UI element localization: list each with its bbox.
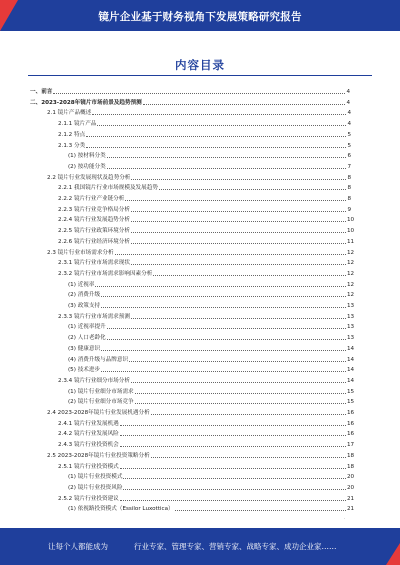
toc-entry[interactable] <box>0 471 400 480</box>
toc-entry-title: 2.3.1 镜片行业市场需求现状 <box>58 260 130 267</box>
toc-entry-page: 7 <box>347 163 351 170</box>
toc-entry-title: 2.4 2023-2028年镜片行业发展机遇分析 <box>47 410 150 416</box>
toc-entry-page: 16 <box>347 431 355 438</box>
toc-entry[interactable] <box>0 375 400 384</box>
toc-entry[interactable] <box>0 193 400 202</box>
toc-entry-title: (4) 消费升级与品牌意识 <box>68 356 129 363</box>
toc-entry-title: (5) 技术进步 <box>68 367 101 374</box>
toc-entry-page: 12 <box>347 249 355 256</box>
toc-entry-title: 2.2.6 镜片行业经济环境分析 <box>58 238 130 245</box>
toc-entry-page: 14 <box>347 377 355 384</box>
toc-entry[interactable] <box>0 343 400 352</box>
toc-entry-title: (2) 消费升级 <box>68 292 101 299</box>
toc-leader-dots <box>86 135 346 137</box>
toc-leader-dots <box>101 306 346 308</box>
toc-leader-dots <box>125 199 346 201</box>
toc-leader-dots <box>135 392 346 394</box>
toc-entry-title: (2) 人口老龄化 <box>68 335 106 342</box>
toc-entry[interactable] <box>0 129 400 138</box>
toc-entry-title: (1) 依视路投资模式（Essilor Luxottica） <box>68 506 174 513</box>
toc-entry[interactable] <box>0 450 400 459</box>
toc-entry-page: 15 <box>347 399 355 406</box>
toc-leader-dots <box>123 488 346 490</box>
toc-divider <box>28 75 372 76</box>
toc-entry-title: 2.1 镜片产品概述 <box>47 110 92 117</box>
toc-leader-dots <box>107 156 346 158</box>
toc-leader-dots <box>131 242 346 244</box>
toc-leader-dots <box>129 360 346 362</box>
toc-leader-dots <box>123 477 346 479</box>
toc-entry-title: (2) 按功能分类 <box>68 163 106 170</box>
toc-leader-dots <box>153 274 346 276</box>
toc-entry-page: 6 <box>347 153 351 160</box>
toc-entry-title: 2.5.1 镜片行业投资模式 <box>58 463 119 470</box>
toc-entry-title: 2.2.4 镜片行业发展趋势分析 <box>58 217 130 224</box>
toc-leader-dots <box>131 263 346 265</box>
toc-entry[interactable] <box>0 236 400 245</box>
toc-entry-title: 2.3.4 镜片行业细分市场分析 <box>58 377 130 384</box>
toc-entry-page: 5 <box>347 131 351 138</box>
toc-entry[interactable] <box>0 396 400 405</box>
toc-entry[interactable] <box>0 86 400 95</box>
toc-entry-page: 20 <box>347 474 355 481</box>
toc-entry[interactable] <box>0 204 400 213</box>
toc-entry-title: 2.2.1 我国镜片行业市场规模及发展趋势 <box>58 185 158 192</box>
toc-entry-page: 10 <box>347 217 355 224</box>
toc-leader-dots <box>101 349 346 351</box>
toc-entry-page: 12 <box>347 281 355 288</box>
toc-entry[interactable] <box>0 214 400 223</box>
toc-entry-title: 2.2.2 镜片行业产业链分析 <box>58 196 125 202</box>
toc-leader-dots <box>135 402 346 404</box>
toc-entry[interactable] <box>0 268 400 277</box>
toc-entry-title: 一、前言 <box>30 89 53 95</box>
toc-leader-dots <box>120 467 346 469</box>
toc-entry-title: 2.3.2 镜片行业市场需求影响因素分析 <box>58 270 153 277</box>
toc-entry[interactable] <box>0 279 400 288</box>
toc-entry-page: 17 <box>347 442 355 449</box>
toc-leader-dots <box>151 413 346 415</box>
footer-slogan-left: 让每个人都能成为 <box>48 542 108 551</box>
toc-entry-title: 2.1.1 镜片产品 <box>58 121 97 128</box>
footer-red-accent <box>386 543 400 565</box>
toc-leader-dots <box>97 124 346 126</box>
toc-leader-dots <box>86 146 346 148</box>
toc-entry[interactable] <box>0 140 400 149</box>
toc-entry-title: 2.3 镜片行业市场需求分析 <box>47 249 114 256</box>
toc-entry-title: (3) 政策支持 <box>68 303 101 309</box>
toc-entry-title: 2.2 镜片行业发展现状及趋势分析 <box>47 174 131 181</box>
header-banner <box>0 0 400 31</box>
toc-entry-page: 14 <box>347 367 355 374</box>
toc-entry-page: 12 <box>347 292 355 299</box>
toc-entry-title: 2.3.3 镜片行业市场需求预测 <box>58 313 130 320</box>
toc-entry[interactable] <box>0 321 400 330</box>
toc-entry-page: 5 <box>347 142 351 149</box>
toc-entry[interactable] <box>0 482 400 491</box>
toc-entry[interactable] <box>0 225 400 234</box>
toc-entry-title: 2.1.2 特点 <box>58 131 86 138</box>
toc-entry-page: 13 <box>347 313 355 320</box>
toc-entry-page: 21 <box>347 506 355 513</box>
toc-leader-dots <box>107 338 346 340</box>
toc-entry-page: 8 <box>347 174 351 181</box>
toc-entry-page: 12 <box>347 270 355 277</box>
toc-entry[interactable] <box>0 247 400 256</box>
toc-leader-dots <box>120 434 346 436</box>
toc-entry-page: 18 <box>347 463 355 470</box>
toc-entry[interactable] <box>0 461 400 470</box>
toc-leader-dots <box>143 103 345 105</box>
toc-entry[interactable] <box>0 332 400 341</box>
toc-leader-dots <box>95 285 346 287</box>
toc-entry-page: 21 <box>347 495 355 502</box>
toc-entry[interactable] <box>0 364 400 373</box>
toc-entry[interactable] <box>0 503 400 512</box>
toc-entry[interactable] <box>0 161 400 170</box>
toc-leader-dots <box>107 167 346 169</box>
toc-entry[interactable] <box>0 354 400 363</box>
toc-entry-page: 16 <box>347 410 355 416</box>
toc-entry[interactable] <box>0 439 400 448</box>
toc-leader-dots <box>131 381 346 383</box>
toc-entry-title: 2.4.2 镜片行业发展风险 <box>58 431 119 438</box>
toc-entry-title: (1) 近视率 <box>68 281 95 288</box>
toc-entry-title: (1) 镜片行业细分市场需求 <box>68 388 134 395</box>
toc-leader-dots <box>131 210 346 212</box>
toc-leader-dots <box>120 499 346 501</box>
toc-entry-title: 2.5.2 镜片行业投资建议 <box>58 495 119 502</box>
toc-leader-dots <box>53 92 345 94</box>
toc-entry[interactable] <box>0 289 400 298</box>
toc-entry-page: 16 <box>347 420 355 427</box>
toc-entry[interactable] <box>0 97 400 106</box>
toc-entry-page: 20 <box>347 484 355 491</box>
toc-entry-title: (1) 按材料分类 <box>68 153 106 160</box>
toc-entry[interactable] <box>0 386 400 395</box>
report-title: 镜片企业基于财务视角下发展策略研究报告 <box>98 11 302 23</box>
toc-entry-page: 8 <box>347 185 351 192</box>
toc-entry-page: 12 <box>347 260 355 267</box>
toc-entry-title: 2.4.3 镜片行业投资机会 <box>58 442 119 449</box>
toc-heading: 内容目录 <box>175 58 225 72</box>
toc-entry[interactable] <box>0 493 400 502</box>
toc-entry-title: (2) 镜片行业细分市场竞争 <box>68 399 134 406</box>
toc-entry[interactable] <box>0 418 400 427</box>
toc-entry[interactable] <box>0 118 400 127</box>
toc-entry-page: 4 <box>347 110 351 117</box>
toc-entry[interactable] <box>0 107 400 116</box>
toc-entry[interactable] <box>0 428 400 437</box>
toc-entry-page: 14 <box>347 345 355 352</box>
toc-entry-page: 18 <box>347 452 355 459</box>
footer-slogan-right: 行业专家、管理专家、营销专家、战略专家、成功企业家…… <box>134 542 337 551</box>
toc-leader-dots <box>151 456 346 458</box>
page-marker: · <box>344 516 346 521</box>
toc-leader-dots <box>175 509 346 511</box>
toc-entry-title: (1) 近视率提升 <box>68 324 106 331</box>
toc-entry[interactable] <box>0 150 400 159</box>
toc-entry-title: 2.1.3 分类 <box>58 142 86 149</box>
toc-entry[interactable] <box>0 311 400 320</box>
toc-entry-page: 4 <box>346 89 350 95</box>
toc-leader-dots <box>131 317 346 319</box>
toc-entry-title: 2.2.3 镜片行业竞争格局分析 <box>58 206 130 213</box>
toc-entry[interactable] <box>0 407 400 416</box>
toc-leader-dots <box>101 295 346 297</box>
toc-entry[interactable] <box>0 300 400 309</box>
toc-entry[interactable] <box>0 172 400 181</box>
toc-entry-page: 13 <box>347 303 355 309</box>
toc-leader-dots <box>131 178 346 180</box>
footer-banner <box>0 528 400 565</box>
toc-entry-title: (2) 镜片行业投资风险 <box>68 484 123 491</box>
toc-leader-dots <box>131 220 346 222</box>
toc-entry-title: (1) 镜片行业投资模式 <box>68 474 123 481</box>
toc-leader-dots <box>92 113 346 115</box>
toc-entry[interactable] <box>0 182 400 191</box>
toc-entry-page: 11 <box>347 238 355 245</box>
toc-entry-page: 14 <box>347 356 355 363</box>
toc-entry[interactable] <box>0 257 400 266</box>
toc-entry-page: 8 <box>347 196 351 202</box>
toc-leader-dots <box>131 231 346 233</box>
toc-entry-page: 10 <box>347 228 355 235</box>
toc-entry-title: 2.5 2023-2028年镜片行业投资策略分析 <box>47 452 150 459</box>
toc-entry-title: (3) 健康意识 <box>68 345 101 352</box>
toc-leader-dots <box>159 188 346 190</box>
toc-entry-title: 2.2.5 镜片行业政策环境分析 <box>58 228 130 235</box>
toc-entry-page: 9 <box>347 206 351 213</box>
toc-leader-dots <box>115 253 346 255</box>
toc-entry-page: 13 <box>347 324 355 331</box>
toc-leader-dots <box>107 327 346 329</box>
toc-entry-page: 13 <box>347 335 355 342</box>
toc-leader-dots <box>120 424 346 426</box>
toc-entry-title: 二、2023-2028年镜片市场前景及趋势预测 <box>30 99 142 106</box>
toc-leader-dots <box>101 370 346 372</box>
toc-leader-dots <box>120 445 346 447</box>
toc-entry-page: 4 <box>347 121 351 128</box>
toc-entry-title: 2.4.1 镜片行业发展机遇 <box>58 420 119 427</box>
toc-entry-page: 15 <box>347 388 355 395</box>
toc-entry-page: 4 <box>346 99 350 106</box>
